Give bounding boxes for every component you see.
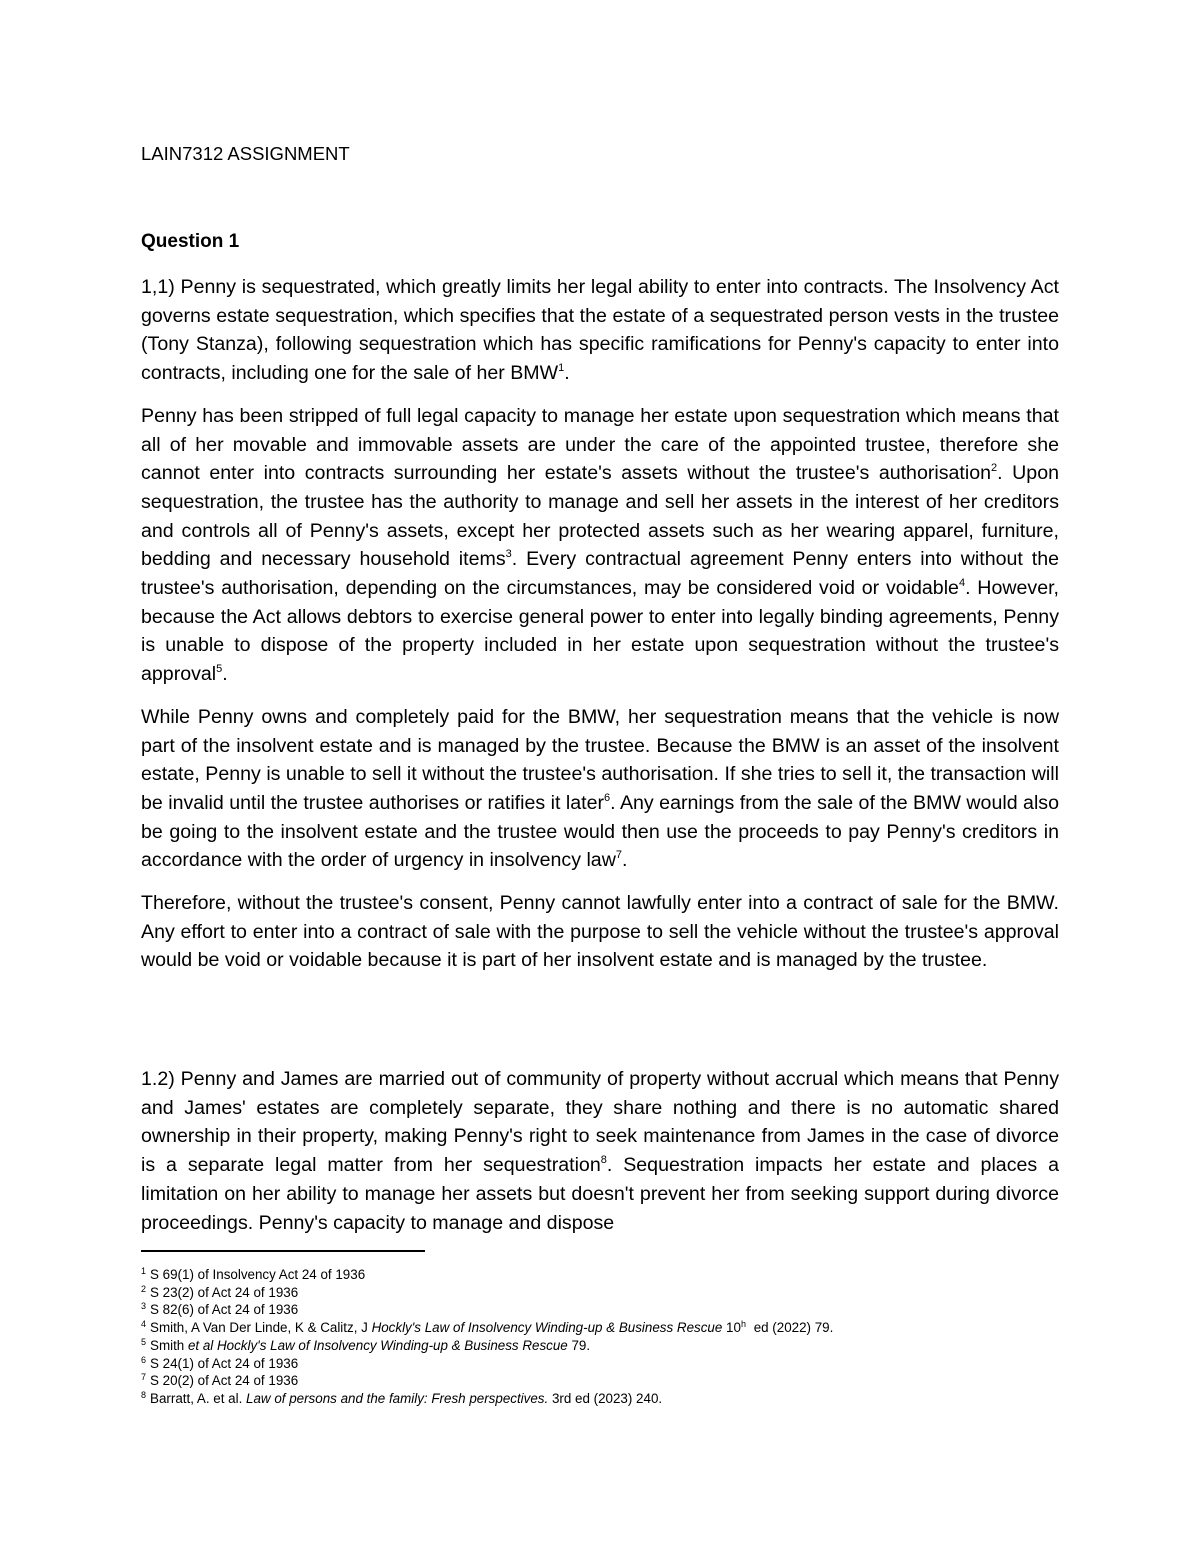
footnote-4: $^4$ Smith, A Van Der Linde, K & Calitz, J Hockly's Law of Insolvency Winding-up & Business Rescue 10$^h$ ed (2022) 79.	[141, 1319, 834, 1336]
footnote-7: $^7$ S 20(2) of Act 24 of 1936	[141, 1372, 299, 1389]
footnote-6: $^6$ S 24(1) of Act 24 of 1936	[141, 1354, 299, 1371]
footnote-2: $^2$ S 23(2) of Act 24 of 1936	[141, 1283, 299, 1300]
footnote-ref-5[interactable]: 5	[216, 663, 223, 676]
footnote-3: $^3$ S 82(6) of Act 24 of 1936	[141, 1301, 299, 1318]
footnote-ref-4[interactable]: 4	[958, 577, 966, 590]
document-title: LAIN7312 ASSIGNMENT	[141, 143, 350, 164]
footnote-ref-2[interactable]: 2	[991, 462, 998, 475]
paragraph-5: 1.2) Penny and James are married out of community of property without accrual which means that Penny and James' estates are completely separate, they share nothing and there is no automatic shared ownership in their property, making Penny's right to seek maintenance from James in the case of divorce is a separate legal matter from her sequestration$^8$. Sequestration impacts her estate and places a limitation on her ability to manage her assets but doesn't prevent her from seeking support during divorce proceedings. Penny's capacity to manage and dispose	[141, 1068, 1059, 1234]
footnote-1: $^1$ S 69(1) of Insolvency Act 24 of 1936	[141, 1266, 366, 1282]
answer-1-1	[141, 273, 1059, 989]
question-heading: Question 1	[141, 231, 240, 252]
paragraph-3: While Penny owns and completely paid for the BMW, her sequestration means that the vehicle is now part of the insolvent estate and is managed by the trustee. Because the BMW is an asset of the insolvent estate, Penny is unable to sell it without the trustee's authorisation. If she tries to sell it, the transaction will be invalid until the trustee authorises or ratifies it later$^6$. Any earnings from the sale of the BMW would also be going to the insolvent estate and the trustee would then use the proceeds to pay Penny's creditors in accordance with the order of urgency in insolvency law$^7$.	[141, 705, 1059, 872]
footnote-ref-8[interactable]: 8	[600, 1154, 607, 1167]
answer-1-2	[141, 1065, 1059, 1251]
paragraph-2: Penny has been stripped of full legal capacity to manage her estate upon sequestration which means that all of her movable and immovable assets are under the care of the appointed trustee, therefore she cannot enter into contracts surrounding her estate's assets without the trustee's authorisation$^2$. Upon sequestration, the trustee has the authority to manage and sell her assets in the interest of her creditors and controls all of Penny's assets, except her protected assets such as her wearing apparel, furniture, bedding and necessary household items$^3$. Every contractual agreement Penny enters into without the trustee's authorisation, depending on the circumstances, may be considered void or voidable$^4$. However, because the Act allows debtors to exercise general power to enter into legally binding agreements, Penny is unable to dispose of the property included in her estate upon sequestration without the trustee's approval$^5$.	[141, 404, 1060, 686]
paragraph-4: Therefore, without the trustee's consent, Penny cannot lawfully enter into a contract of sale for the BMW. Any effort to enter into a contract of sale with the purpose to sell the vehicle without the trustee's approval would be void or voidable because it is part of her insolvent estate and is managed by the trustee.	[141, 892, 1059, 972]
footnote-ref-7[interactable]: 7	[615, 849, 622, 862]
footnote-ref-3[interactable]: 3	[505, 548, 512, 561]
footnote-ref-6[interactable]: 6	[604, 791, 611, 804]
footnote-5: $^5$ Smith et al Hockly's Law of Insolvency Winding-up & Business Rescue 79.	[141, 1336, 591, 1353]
footnote-8: $^8$ Barratt, A. et al. Law of persons and the family: Fresh perspectives. 3rd ed (2023) 240.	[141, 1389, 663, 1406]
footnote-separator	[141, 1250, 425, 1252]
footnotes	[141, 1266, 1059, 1408]
paragraph-1: 1,1) Penny is sequestrated, which greatly limits her legal ability to enter into contracts. The Insolvency Act governs estate sequestration, which specifies that the estate of a sequestrated person vests in the trustee (Tony Stanza), following sequestration which has specific ramifications for Penny's capacity to enter into contracts, including one for the sale of her BMW$^1$.	[141, 276, 1059, 385]
footnote-ref-1[interactable]: 1	[558, 362, 565, 375]
